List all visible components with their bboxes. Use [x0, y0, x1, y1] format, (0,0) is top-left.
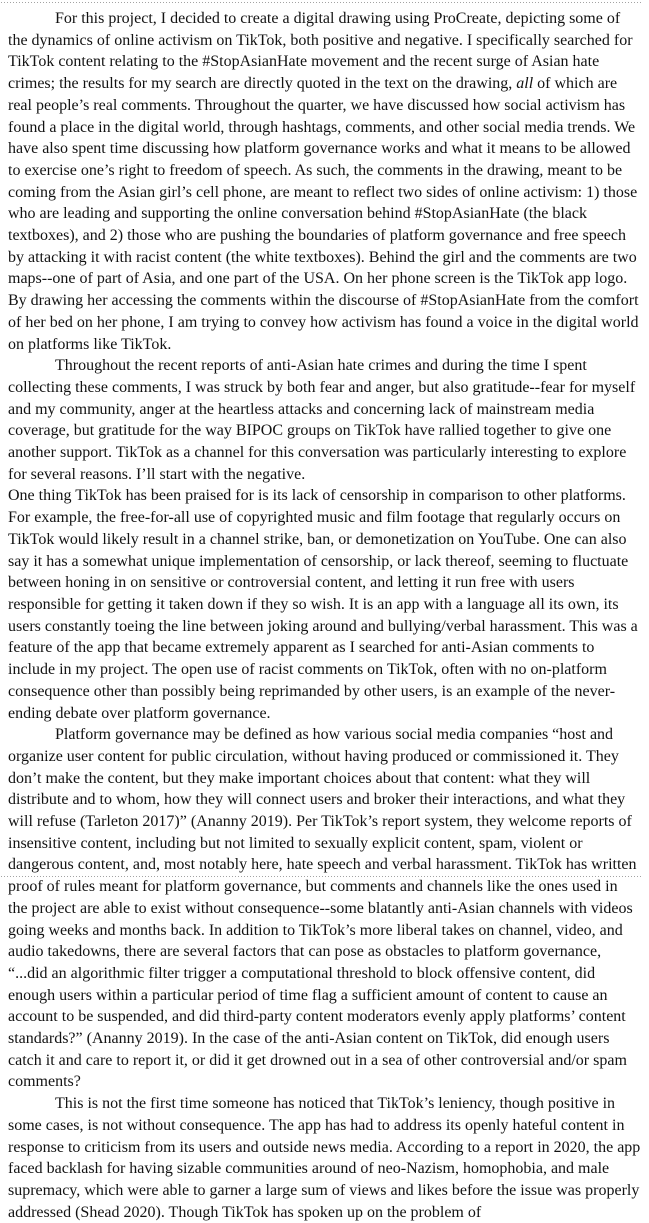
paragraph-2-text: Throughout the recent reports of anti-Asian hate crimes and during the time I spent collecting these comments, I was struck by both fear and anger, but also gratitude--fear for myself and my community, anger at the heartless attacks and concerning lack of mainstream media coverage, but gratitude for the way BIPOC groups on TikTok have rallied together to give one another support. TikTok as a channel for this conversation was particularly interesting to explore for several reasons. I’ll start with the negative.	[8, 357, 636, 483]
paragraph-1-text-cont: of which are real people’s real comments. Throughout the quarter, we have discussed how social activism has found a place in the digital world, through hashtags, comments, and other social media trends. We have also spent time discussing how platform governance works and what it means to be allowed to exercise one’s right to freedom of speech. As such, the comments in the drawing, meant to be coming from the Asian girl’s cell phone, are meant to reflect two sides of online activism: 1) those who are leading and supporting the online conversation behind #StopAsianHate (the black textboxes), and 2) those who are pushing the boundaries of platform governance and free speech by attacking it with racist content (the white textboxes). Behind the girl and the comments are two maps--one of part of Asia, and one part of the USA. On her phone screen is the TikTok app logo. By drawing her accessing the comments within the discourse of #StopAsianHate from the comfort of her bed on her phone, I am trying to convey how activism has found a voice in the digital world on platforms like TikTok.	[8, 75, 639, 353]
paragraph-1-italic-word: all	[516, 75, 534, 93]
paragraph-5-text: This is not the first time someone has noticed that TikTok’s leniency, though positive in some cases, is not without consequence. The app has had to address its openly hateful content in response to criticism from its users and outside news media. According to a report in 2020, the app faced backlash for having sizable communities around of neo-Nazism, homophobia, and male supremacy, which were able to garner a large sum of views and likes before the issue was properly addressed (Shead 2020). Though TikTok has spoken up on the problem of	[8, 1095, 641, 1221]
paragraph-1-text: For this project, I decided to create a digital drawing using ProCreate, depicting some of the dynamics of online activism on TikTok, both positive and negative. I specifically searched for TikTok content relating to the #StopAsianHate movement and the recent surge of Asian hate crimes; the results for my search are directly quoted in the text on the drawing,	[8, 10, 633, 93]
page-break-dotted-line-top	[0, 2, 641, 3]
paragraph-1	[8, 8, 641, 355]
paragraph-4-text: Platform governance may be defined as how various social media companies “host and organize user content for public circulation, without having produced or commissioned it. They don’t make the content, but they make important choices about that content: what they will distribute and to whom, how they will connect users and broker their interactions, and what they will refuse (Tarleton 2017)” (Ananny 2019). Per TikTok’s report system, they welcome reports of insensitive content, including but not limited to sexually explicit content, spam, violent or dangerous content, and, most notably here, hate speech and verbal harassment. TikTok has written proof of rules meant for platform governance, but comments and channels like the ones used in the project are able to exist without consequence--some blatantly anti-Asian channels with videos going weeks and months back. In addition to TikTok’s more liberal takes on channel, video, and audio takedowns, there are several factors that can pose as obstacles to platform governance, “...did an algorithmic filter trigger a computational threshold to block offensive content, did enough users within a particular period of time flag a sufficient amount of content to cause an account to be suspended, and did third-party content moderators evenly apply platforms’ content standards?” (Ananny 2019). In the case of the anti-Asian content on TikTok, did enough users catch it and care to report it, or did it get drowned out in a sea of other controversial and/or spam comments?	[8, 726, 637, 1091]
paragraph-5	[8, 1093, 641, 1223]
paragraph-2	[8, 355, 641, 485]
paragraph-4	[8, 724, 641, 1093]
paragraph-3	[8, 485, 641, 724]
page-break-dotted-line-middle	[0, 876, 641, 877]
paragraph-3-text: One thing TikTok has been praised for is its lack of censorship in comparison to other platforms. For example, the free-for-all use of copyrighted music and film footage that regularly occurs on TikTok would likely result in a channel strike, ban, or demonetization on YouTube. One can also say it has a somewhat unique implementation of censorship, or lack thereof, seeming to fluctuate between honing in on sensitive or controversial content, and letting it run free with users responsible for getting it taken down if they so wish. It is an app with a language all its own, its users constantly toeing the line between joking around and bullying/verbal harassment. This was a feature of the app that became extremely apparent as I searched for anti-Asian comments to include in my project. The open use of racist comments on TikTok, often with no on-platform consequence other than possibly being reprimanded by other users, is an example of the never-ending debate over platform governance.	[8, 487, 638, 722]
